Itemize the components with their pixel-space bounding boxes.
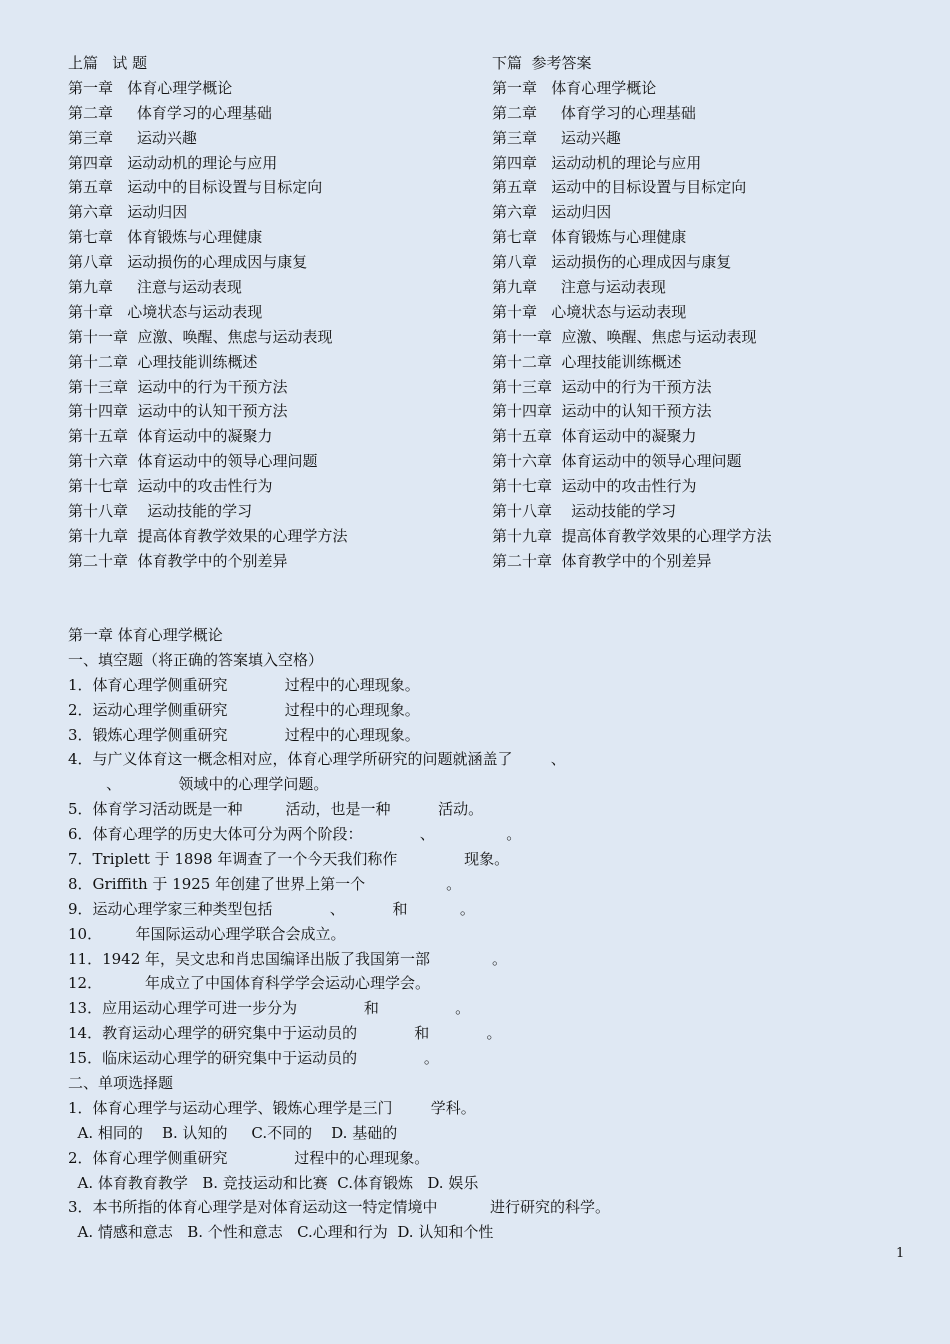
toc-chapter-item: 第六章 运动归因 — [68, 203, 188, 222]
text-line: 9．运动心理学家三种类型包括 、 和 。 — [68, 899, 475, 918]
toc-chapter-item: 第十六章 体育运动中的领导心理问题 — [492, 452, 742, 471]
toc-heading: 下篇 参考答案 — [492, 54, 592, 72]
toc-chapter-item: 第十九章 提高体育教学效果的心理学方法 — [68, 526, 348, 545]
text-line: A. 体育教育教学 B. 竞技运动和比赛 C.体育锻炼 D. 娱乐 — [68, 1173, 479, 1192]
text-line: 2．体育心理学侧重研究 过程中的心理现象。 — [68, 1148, 430, 1167]
toc-chapter-item: 第五章 运动中的目标设置与目标定向 — [492, 178, 747, 197]
toc-chapter-item: 第十章 心境状态与运动表现 — [492, 302, 687, 321]
text-line: 10． 年国际运动心理学联合会成立。 — [68, 924, 346, 943]
toc-chapter-item: 第十六章 体育运动中的领导心理问题 — [68, 452, 318, 471]
toc-chapter-item: 第八章 运动损伤的心理成因与康复 — [68, 253, 308, 272]
toc-chapter-item: 第四章 运动动机的理论与应用 — [68, 153, 278, 172]
toc-chapter-item: 第十三章 运动中的行为干预方法 — [68, 377, 288, 396]
toc-chapter-item: 第十七章 运动中的攻击性行为 — [492, 477, 697, 496]
text-line: 3．本书所指的体育心理学是对体育运动这一特定情境中 进行研究的科学。 — [68, 1198, 610, 1217]
toc-chapter-list — [68, 76, 468, 574]
toc-chapter-item: 第十章 心境状态与运动表现 — [68, 302, 263, 321]
toc-chapter-item: 第十五章 体育运动中的凝聚力 — [492, 427, 697, 446]
text-line: 5．体育学习活动既是一种 活动，也是一种 活动。 — [68, 800, 484, 819]
text-line: 7．Triplett 于 1898 年调查了一个今天我们称作 现象。 — [68, 850, 510, 869]
toc-chapter-item: 第十二章 心理技能训练概述 — [68, 352, 258, 371]
toc-chapter-item: 第七章 体育锻炼与心理健康 — [492, 228, 687, 247]
text-line: 1．体育心理学侧重研究 过程中的心理现象。 — [68, 675, 420, 694]
toc-chapter-item: 第三章 运动兴趣 — [68, 128, 197, 147]
toc-chapter-item: 第一章 体育心理学概论 — [68, 78, 233, 97]
toc-chapter-item: 第五章 运动中的目标设置与目标定向 — [68, 178, 323, 197]
text-line: 二、单项选择题 — [68, 1074, 174, 1093]
toc-chapter-item: 第十三章 运动中的行为干预方法 — [492, 377, 712, 396]
toc-chapter-item: 第一章 体育心理学概论 — [492, 78, 657, 97]
text-line: 、 领域中的心理学问题。 — [68, 775, 329, 794]
toc-chapter-item: 第十一章 应激、唤醒、焦虑与运动表现 — [68, 327, 333, 346]
toc-answers — [492, 51, 912, 574]
text-line: 13．应用运动心理学可进一步分为 和 。 — [68, 999, 471, 1018]
toc-chapter-item: 第二十章 体育教学中的个别差异 — [68, 551, 288, 570]
toc-chapter-item: 第二章 体育学习的心理基础 — [68, 103, 272, 122]
toc-chapter-item: 第二章 体育学习的心理基础 — [492, 103, 696, 122]
text-line: 第一章 体育心理学概论 — [68, 626, 223, 644]
toc-chapter-list — [492, 76, 912, 574]
toc-chapter-item: 第四章 运动动机的理论与应用 — [492, 153, 702, 172]
text-line: 一、填空题（将正确的答案填入空格） — [68, 650, 324, 669]
text-line: A. 相同的 B. 认知的 C.不同的 D. 基础的 — [68, 1123, 398, 1142]
toc-chapter-item: 第十八章 运动技能的学习 — [492, 502, 677, 521]
toc-heading: 上篇 试 题 — [68, 54, 148, 72]
toc-chapter-item: 第十五章 体育运动中的凝聚力 — [68, 427, 273, 446]
text-line: 8．Griffith 于 1925 年创建了世界上第一个 。 — [68, 874, 462, 893]
text-line: 11．1942 年，吴文忠和肖忠国编译出版了我国第一部 。 — [68, 949, 508, 968]
toc-chapter-item: 第六章 运动归因 — [492, 203, 612, 222]
toc-questions — [68, 51, 468, 574]
toc-chapter-item: 第十四章 运动中的认知干预方法 — [492, 402, 712, 421]
text-line: 2．运动心理学侧重研究 过程中的心理现象。 — [68, 700, 420, 719]
toc-chapter-item: 第十七章 运动中的攻击性行为 — [68, 477, 273, 496]
toc-chapter-item: 第三章 运动兴趣 — [492, 128, 621, 147]
toc-chapter-item: 第十八章 运动技能的学习 — [68, 502, 253, 521]
text-line: A. 情感和意志 B. 个性和意志 C.心理和行为 D. 认知和个性 — [68, 1223, 494, 1242]
text-line: 4．与广义体育这一概念相对应，体育心理学所研究的问题就涵盖了 、 — [68, 750, 566, 769]
text-line: 14．教育运动心理学的研究集中于运动员的 和 。 — [68, 1024, 502, 1043]
text-line: 3．锻炼心理学侧重研究 过程中的心理现象。 — [68, 725, 420, 744]
toc-chapter-item: 第十四章 运动中的认知干预方法 — [68, 402, 288, 421]
page-number: 1 — [896, 1246, 905, 1261]
toc-chapter-item: 第八章 运动损伤的心理成因与康复 — [492, 253, 732, 272]
text-line: 1．体育心理学与运动心理学、锻炼心理学是三门 学科。 — [68, 1098, 476, 1117]
toc-chapter-item: 第七章 体育锻炼与心理健康 — [68, 228, 263, 247]
chapter-one-exercises — [68, 623, 898, 1245]
toc-chapter-item: 第九章 注意与运动表现 — [492, 278, 666, 297]
toc-chapter-item: 第十一章 应激、唤醒、焦虑与运动表现 — [492, 327, 757, 346]
text-line: 6．体育心理学的历史大体可分为两个阶段： 、 。 — [68, 825, 522, 844]
toc-chapter-item: 第十九章 提高体育教学效果的心理学方法 — [492, 526, 772, 545]
toc-chapter-item: 第九章 注意与运动表现 — [68, 278, 242, 297]
text-line: 15．临床运动心理学的研究集中于运动员的 。 — [68, 1049, 439, 1068]
toc-chapter-item: 第十二章 心理技能训练概述 — [492, 352, 682, 371]
toc-chapter-item: 第二十章 体育教学中的个别差异 — [492, 551, 712, 570]
text-line: 12． 年成立了中国体育科学学会运动心理学会。 — [68, 974, 431, 993]
